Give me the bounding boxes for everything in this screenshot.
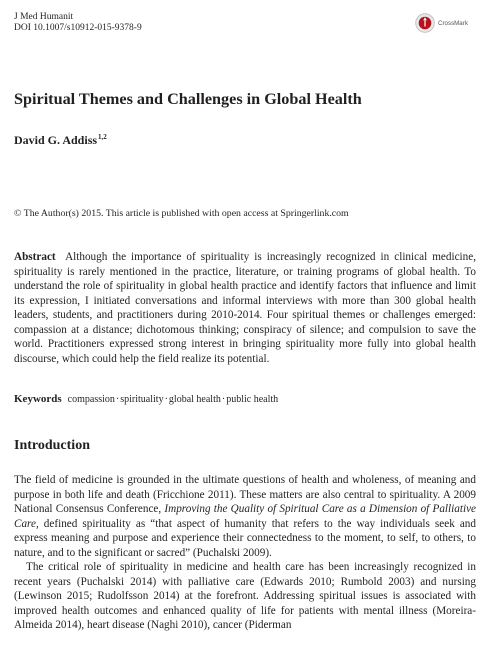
- crossmark-badge[interactable]: [415, 12, 479, 34]
- abstract-text: Although the importance of spirituality is increasingly recognized in clinical medicine, spirituality is rarely mentioned in the practice, literature, or training programs of global health. To understand the role of spirituality in global health practice and identify factors that influence and limit its expression, I initiated conversations and informal interviews with more than 300 global health leaders, students, and practitioners during 2010-2014. Four spiritual themes or challenges emerged: compassion at a distance; dichotomous thinking; conspiracy of silence; and compulsion to save the world. Practitioners expressed strong interest in bringing spirituality more fully into global health discourse, which could help the field realize its potential.: [14, 251, 476, 365]
- paragraph-2: The critical role of spirituality in medicine and health care has been increasingly recognized in recent years (Puchalski 2014) with palliative care (Edwards 2010; Rumbold 2003) and nursing (Lewinson 2015; Rudolfsson 2014) at the forefront. Addressing spiritual issues is associated with improved health outcomes and enhanced quality of life for patients with mental illness (Moreira-Almeida 2014), heart disease (Naghi 2010), cancer (Piderman: [14, 561, 476, 631]
- keyword-item: global health: [168, 394, 221, 405]
- keywords-label: Keywords: [14, 393, 62, 405]
- keyword-separator: ·: [164, 394, 168, 405]
- keyword-item: public health: [226, 394, 279, 405]
- keywords: [14, 393, 278, 405]
- crossmark-icon: [415, 13, 435, 33]
- journal-header: [14, 12, 142, 34]
- section-heading-introduction: Introduction: [14, 438, 90, 453]
- author-line: [14, 133, 107, 148]
- copyright-notice: © The Author(s) 2015. This article is published with open access at Springerlink.com: [14, 208, 349, 219]
- crossmark-label: CrossMark: [438, 19, 468, 27]
- keyword-separator: ·: [115, 394, 120, 405]
- journal-name: J Med Humanit: [14, 12, 74, 22]
- author-name: David G. Addiss: [14, 133, 98, 147]
- introduction-body: [14, 473, 476, 633]
- paragraph-1-text-b: defined spirituality as “that aspect of humanity that refers to the way individuals seek and express meaning and purpose and experience their connectedness to the moment, to self, to others, to nature, and to the significant or sacred” (Puchalski 2009).: [14, 517, 476, 559]
- paragraph-1-italic-title: Improving the Quality of Spiritual Care as a Dimension of Palliative Care,: [14, 503, 476, 530]
- paragraph-1: [14, 473, 476, 560]
- keyword-separator: ·: [221, 394, 226, 405]
- author-affiliation[interactable]: 1,2: [98, 133, 107, 141]
- abstract-label: Abstract: [14, 251, 56, 263]
- doi-link[interactable]: DOI 10.1007/s10912-015-9378-9: [14, 23, 142, 33]
- keyword-item: compassion: [67, 394, 115, 405]
- article-title: Spiritual Themes and Challenges in Global Health: [14, 90, 362, 108]
- paragraph-1-text-a: The field of medicine is grounded in the ultimate questions of health and wholeness, of meaning and purpose in both life and death (Fricchione 2011). These matters are also central to spirituality. A 2009 National Consensus Conference,: [14, 474, 476, 515]
- abstract: [14, 250, 476, 366]
- keyword-item: spirituality: [120, 394, 164, 405]
